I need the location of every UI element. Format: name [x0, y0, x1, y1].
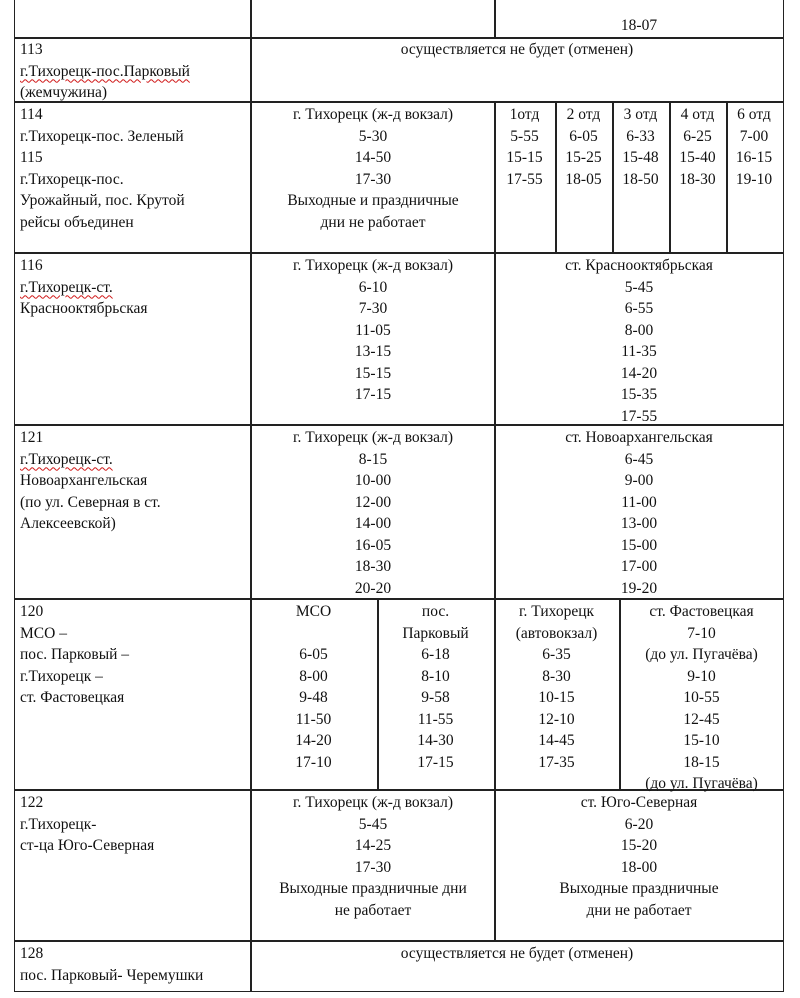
route-121-label: 121 г.Тихорецк-ст. Новоархангельская (по ул. Северная в ст. Алексеевской) — [20, 429, 161, 532]
route-116-label: 116 г.Тихорецк-ст. Краснооктябрьская — [20, 257, 148, 317]
route-114-label: 114 г.Тихорецк-пос. Зеленый 115 г.Тихорецк-пос. Урожайный, пос. Крутой рейсы объединен — [20, 106, 185, 231]
route-116-departures: г. Тихорецк (ж-д вокзал) 6-10 7-30 11-05 13-15 15-15 17-15 — [292, 257, 454, 403]
top-row-time: 18-07 — [620, 17, 658, 34]
route-121-returns: ст. Новоархангельская 6-45 9-00 11-00 13-00 15-00 17-00 19-20 — [565, 429, 713, 597]
route-122-departures: г. Тихорецк (ж-д вокзал) 5-45 14-25 17-30 Выходные праздничные дни не работает — [279, 794, 467, 919]
route-120-mso-times: МСО 6-05 8-00 9-48 11-50 14-20 17-10 — [295, 603, 332, 771]
top-row-left-cell — [14, 0, 252, 39]
top-row-middle-cell — [250, 0, 496, 39]
route-120-fastovetskaya-times: ст. Фастовецкая 7-10 (до ул. Пугачёва) 9-10 10-55 12-45 15-10 18-15 (до ул. Пугачёва) — [645, 603, 758, 792]
route-114-departures: г. Тихорецк (ж-д вокзал) 5-30 14-50 17-30 Выходные и праздничные дни не работает — [287, 106, 459, 231]
stop-2otd-times: 2 отд 6-05 15-25 18-05 — [565, 106, 602, 188]
route-116-returns: ст. Краснооктябрьская 5-45 6-55 8-00 11-35 14-20 15-35 17-55 — [565, 257, 713, 425]
route-113-note: осуществляется не будет (отменен) — [400, 41, 634, 58]
route-113-label: 113 г.Тихорецк-пос.Парковый (жемчужина) — [20, 41, 190, 101]
stop-4otd-times: 4 отд 6-25 15-40 18-30 — [679, 106, 716, 188]
route-128-label: 128 пос. Парковый- Черемушки — [20, 945, 204, 984]
route-121-departures: г. Тихорецк (ж-д вокзал) 8-15 10-00 12-00 14-00 16-05 18-30 20-20 — [292, 429, 454, 597]
route-120-label: 120 МСО – пос. Парковый – г.Тихорецк – ст. Фастовецкая — [20, 603, 130, 706]
stop-6otd-times: 6 отд 7-00 16-15 19-10 — [735, 106, 773, 188]
route-122-returns: ст. Юго-Северная 6-20 15-20 18-00 Выходные праздничные дни не работает — [559, 794, 719, 919]
stop-3otd-times: 3 отд 6-33 15-48 18-50 — [622, 106, 659, 188]
stop-1otd-times: 1отд 5-55 15-15 17-55 — [506, 106, 543, 188]
route-128-note: осуществляется не будет (отменен) — [400, 945, 634, 962]
route-122-label: 122 г.Тихорецк- ст-ца Юго-Северная — [20, 794, 155, 854]
route-120-parkovy-times: пос. Парковый 6-18 8-10 9-58 11-55 14-30 17-15 — [402, 603, 469, 771]
route-120-avtovokzal-times: г. Тихорецк (автовокзал) 6-35 8-30 10-15 12-10 14-45 17-35 — [515, 603, 598, 771]
